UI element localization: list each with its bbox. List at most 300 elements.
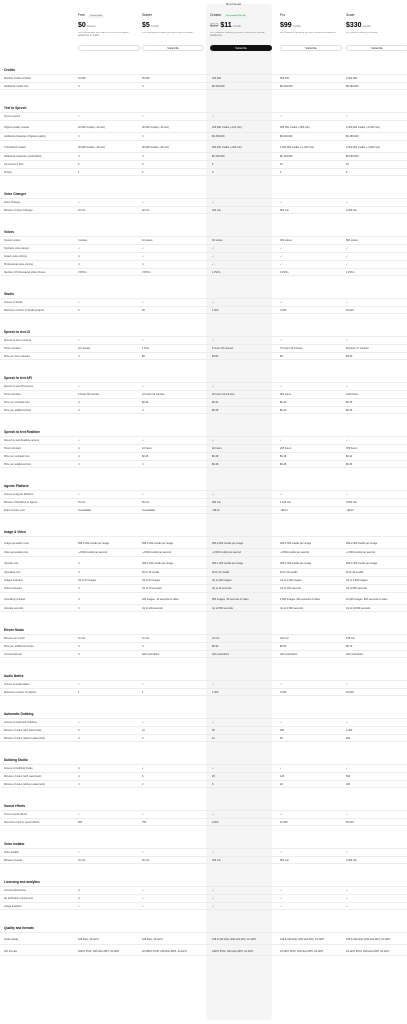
feature-value: 3 [78,308,80,312]
check-icon: ✓ [142,254,145,258]
check-icon: ✓ [78,850,81,854]
subscribe-button[interactable]: Subscribe [346,45,407,51]
cross-icon: ✕ [142,408,145,412]
feature-value: 128 kbps, 44.1kHz [142,937,163,941]
feature-value: $0.90 [212,644,219,648]
feature-label: Upscale cost [4,561,19,565]
feature-value: 100 min [212,858,221,862]
feature-value: 84 hours 17 minutes [346,346,369,350]
feature-label: Hours included [4,446,21,450]
feature-value: 200,000 credits (~200 min) [212,145,242,149]
feature-row [0,436,407,444]
feature-value: $0.30 [346,400,353,404]
check-icon: ✓ [212,896,215,900]
cross-icon: ✕ [78,652,81,656]
feature-value: $0.46 [346,462,353,466]
feature-row [0,576,407,584]
feature-value: 44.1kHz PCM, 192 kbps MP3, 44.1kHz [280,949,324,953]
cross-icon: ✕ [78,597,81,601]
check-icon: ✓ [78,338,81,342]
feature-value: 40 hours [212,446,222,450]
check-icon: ✓ [280,200,283,204]
feature-section [0,328,407,360]
feature-row [0,772,407,780]
feature-label: Turbo/Flash models [4,145,26,149]
check-icon: ✓ [280,384,283,388]
check-icon: ✓ [346,114,349,118]
feature-row [0,634,407,642]
feature-value: ~$0.12 [346,508,354,512]
feature-value: Up to 20 images [78,578,97,582]
feature-value: 250 [280,728,285,732]
feature-value: 22.05kHz PCM, 128 kbps MP3, 44.1kHz [142,949,187,953]
feature-value: $0.48 [280,454,287,458]
feature-value: Up to 1,000 images [280,578,302,582]
check-icon: ✓ [280,338,283,342]
feature-value: 30 min [142,208,150,212]
check-icon: ✓ [346,338,349,342]
check-icon: ✓ [280,682,283,686]
check-icon: ✓ [212,720,215,724]
feature-value: Up to 10,000 seconds [346,606,371,610]
feature-row [0,592,407,604]
feature-row [0,650,407,658]
feature-value: 15 [346,162,349,166]
feature-value: 250 [346,736,351,740]
check-icon: ✓ [280,904,283,908]
feature-value: 44.1kHz PCM, 192 kbps MP3, 44.1kHz [346,949,390,953]
feature-section [0,878,407,910]
check-icon: ✓ [280,262,283,266]
feature-value: 30,000 [142,76,150,80]
feature-value: 16kHz PCM, 128 kbps MP3, 44.1kHz [78,949,120,953]
feature-label: Access to Automatic Dubbing [4,720,37,724]
feature-value: ~$0.12 [280,508,288,512]
feature-value: 10 hours [142,446,152,450]
feature-value: Up to 200 seconds [280,586,301,590]
feature-value: 250-1,000 credits per image [346,561,378,565]
check-icon: ✓ [212,114,215,118]
feature-value: 24kHz PCM, 192 kbps MP3, 44.1kHz [212,949,254,953]
feature-value: 3 [142,736,144,740]
feature-section [0,428,407,468]
feature-row [0,818,407,826]
plan-name: Free [78,13,85,17]
check-icon: ✓ [212,384,215,388]
feature-label: Usage analytics [4,904,22,908]
cross-icon: ✕ [142,262,145,266]
check-icon: ✓ [346,492,349,496]
feature-label: Maximum number of projects [4,690,37,694]
section-title: Dubbing Studio [4,758,28,762]
feature-row [0,244,407,252]
feature-label: Minutes of Voice Changer [4,208,33,212]
feature-value: 10,000 images, 800 seconds of video [346,597,388,601]
cross-icon: ✕ [78,888,81,892]
plan-scale [346,14,407,51]
feature-value: 500 min [280,858,289,862]
plan-creator [210,14,272,51]
cross-icon: ✕ [78,606,81,610]
feature-row [0,160,407,168]
feature-value: Up to 60 images [142,578,161,582]
check-icon: ✓ [212,246,215,250]
feature-value: Up to 200 images [212,578,232,582]
check-icon: ✓ [212,300,215,304]
feature-value: 30,000 credits (~30 min) [142,125,170,129]
check-icon: ✓ [280,254,283,258]
cross-icon: ✕ [142,644,145,648]
price-period: /month [232,24,241,28]
check-icon: ✓ [346,896,349,900]
cross-icon: ✕ [78,570,81,574]
feature-label: Price per additional hour [4,408,32,412]
plan-name: Scale [346,13,355,17]
check-icon: ✓ [346,438,349,442]
plan-name: Starter [142,13,153,17]
price-amount: $99 [280,21,292,29]
feature-value: 60,000 credits (~60 min) [142,145,170,149]
feature-value: Unavailable [78,508,92,512]
feature-value: Up to 800 seconds [346,586,367,590]
feature-value: with restrictions [346,652,364,656]
feature-value: 12 [212,736,215,740]
feature-value: 10 min [78,208,86,212]
feature-value: 1,000 [212,308,219,312]
feature-value: 3 [212,170,214,174]
feature-value: 10 voices [142,238,153,242]
feature-value: 100 min [212,208,221,212]
check-icon: ✓ [346,200,349,204]
feature-value: Unavailable [142,508,156,512]
feature-section [0,66,407,90]
feature-label: Professional voice cloning [4,262,33,266]
feature-row [0,490,407,498]
feature-row [0,74,407,82]
feature-row [0,556,407,568]
feature-value: $0.90 [280,644,287,648]
feature-section [0,190,407,214]
feature-value: 160 voices [280,238,292,242]
section-title: Speech to text Realtime [4,430,40,434]
feature-label: Speech to text ui access [4,338,32,342]
check-icon: ✓ [212,766,215,770]
feature-value: $0.48 [280,462,287,466]
check-icon: ✓ [212,262,215,266]
check-icon: ✓ [280,438,283,442]
feature-label: Access to Agents Platform [4,492,34,496]
feature-value: 2 [78,162,80,166]
feature-label: Upscaling included [4,597,25,601]
check-icon: ✓ [142,850,145,854]
feature-value: ~$0.12 [212,508,220,512]
check-icon: ✓ [142,766,145,770]
feature-value: 12 minutes [78,346,91,350]
feature-label: Upscaling cost [4,570,21,574]
feature-value: $0.40 [280,400,287,404]
feature-value: 20,000 credits (~20 min) [78,145,106,149]
check-icon: ✓ [142,114,145,118]
feature-label: Speech to text API access [4,384,34,388]
feature-row [0,152,407,160]
feature-label: Minutes of video (with watermark) [4,774,42,778]
feature-value: with restrictions [280,652,298,656]
feature-value: 100 images, 10 seconds of video [142,597,179,601]
check-icon: ✓ [78,904,81,908]
feature-value: 128 & 192 kbps (192 with API), 44.1kHz [280,937,325,941]
subscribe-button[interactable]: Subscribe [210,45,272,51]
feature-value: 1,000 [346,728,353,732]
check-icon: ✓ [280,114,283,118]
feature-label: Extra minutes cost [4,508,25,512]
feature-row [0,932,407,944]
feature-row [0,132,407,140]
check-icon: ✓ [78,384,81,388]
feature-row [0,252,407,260]
check-icon: ✓ [78,300,81,304]
cross-icon: ✕ [78,774,81,778]
check-icon: ✓ [142,246,145,250]
plan-badge: First month 50% off [226,14,246,17]
feature-label: Monthly credits included [4,76,31,80]
feature-value: 3 voices [78,238,88,242]
plan-name: Creator [210,13,222,17]
feature-label: Minutes of audio [4,858,23,862]
feature-row [0,718,407,726]
feature-value: 165 min [346,636,355,640]
feature-value: $0.40 [280,408,287,412]
feature-label: Voice Isolator [4,850,20,854]
price-amount: $330 [346,21,362,29]
feature-value: 500,000 credits (~500 min) [280,125,310,129]
feature-label: Additional credits cost [4,84,29,88]
feature-label: Voice Changer [4,200,21,204]
feature-row [0,168,407,176]
feature-label: Minutes of video (without watermark) [4,736,45,740]
feature-value: $0.30/1000 [212,84,225,88]
feature-row [0,382,407,390]
feature-row [0,780,407,788]
feature-value: 5 [212,162,214,166]
feature-row [0,894,407,902]
feature-value: $0.18/1000 [346,84,359,88]
feature-row [0,460,407,468]
check-icon: ✓ [142,338,145,342]
subscribe-button[interactable]: Subscribe [280,45,342,51]
feature-label: Videos included [4,586,22,590]
feature-value: 37 hours 43 minutes [280,346,303,350]
feature-value: 786 hours [346,446,358,450]
feature-value: 30 min [142,858,150,862]
feature-value: $0.48 [212,408,219,412]
feature-row [0,886,407,894]
check-icon: ✓ [78,812,81,816]
feature-value: 3,600 min [346,500,357,504]
feature-label: Concurrency limit [4,162,24,166]
feature-row [0,112,407,120]
price-period: /month [362,24,371,28]
feature-label: Priority [4,170,12,174]
feature-value: 50 [280,736,283,740]
section-title: Agents Platform [4,484,29,488]
cross-icon: ✕ [142,84,145,88]
feature-value: Up to 2,500 seconds [280,606,303,610]
check-icon: ✓ [280,766,283,770]
feature-label: Upscale seconds [4,606,24,610]
section-title: Speech to text UI [4,330,30,334]
feature-value: 12 hours 30 minutes [142,392,165,396]
feature-value: 50 min [142,500,150,504]
section-title: Automatic Dubbing [4,712,34,716]
feature-value: From 20 credits [280,570,298,574]
feature-value: 8 [212,782,214,786]
check-icon: ✓ [346,254,349,258]
section-title: Sound effects [4,804,26,808]
feature-row [0,452,407,460]
feature-value: 128 & 192 kbps (192 with API), 44.1kHz [346,937,391,941]
subscribe-button[interactable]: Subscribe [142,45,204,51]
section-title: Speech to text API [4,376,32,380]
feature-value: $0.30/1000 [212,134,225,138]
check-icon: ✓ [142,888,145,892]
feature-label: Instant voice cloning [4,254,27,258]
feature-label: Access to Dubbing Studio [4,766,33,770]
check-icon: ✓ [142,438,145,442]
plan-pro [280,14,342,51]
feature-value: $0.48 [212,462,219,466]
feature-value: 4 [280,170,282,174]
plan-description: For individuals who want to try out the latest advances in audio. [78,31,129,37]
feature-value: 250-1,000 credits per image [280,561,312,565]
feature-row [0,856,407,864]
feature-label: Video generation cost [4,550,29,554]
price-amount: $11 [220,21,232,29]
check-icon: ✓ [142,492,145,496]
check-icon: ✓ [346,766,349,770]
feature-value: 11 min [78,636,86,640]
feature-label: Images included [4,578,23,582]
feature-value: 2,500 [212,820,219,824]
feature-label: Audio quality [4,937,19,941]
plan-price [78,22,140,30]
feature-value: $0.48 [212,454,219,458]
feature-row [0,734,407,742]
feature-label: Speech to text Realtime access [4,438,40,442]
feature-value: 100,000 credits (~100 min) [212,125,242,129]
check-icon: ✓ [346,888,349,892]
feature-value: 2 [142,782,144,786]
feature-row [0,140,407,152]
check-icon: ✓ [212,812,215,816]
feature-value: 20 [142,308,145,312]
feature-label: Text to sound effects [4,812,27,816]
check-icon: ✓ [346,682,349,686]
feature-value: ~2,500 credits per second [142,550,171,554]
feature-row [0,764,407,772]
feature-value: From 20 credits [142,570,160,574]
feature-value: 160 [346,782,351,786]
check-icon: ✓ [142,300,145,304]
plan-price [142,22,204,30]
feature-value: ~2,500 credits per second [78,550,107,554]
feature-value: 5 hours 33 minutes [212,346,234,350]
feature-label: Price per additional hour [4,462,32,466]
feature-row [0,306,407,314]
check-icon: ✓ [212,850,215,854]
plan-badge: Current plan [89,14,103,17]
check-icon: ✓ [346,904,349,908]
feature-value: 225 hours [280,446,292,450]
feature-value: 128 kbps, 44.1kHz [78,937,99,941]
feature-value: 2 [142,170,144,174]
check-icon: ✓ [280,720,283,724]
feature-row [0,298,407,306]
feature-value: 12,500 [280,820,288,824]
feature-value: 0 PVCs [78,270,87,274]
cross-icon: ✕ [78,766,81,770]
cross-icon: ✕ [78,408,81,412]
feature-section [0,228,407,276]
section-title: Audio Native [4,674,24,678]
feature-value: 10 min [78,858,86,862]
feature-label: Synthetic voice design [4,246,29,250]
feature-section [0,710,407,742]
feature-value: 3,000 [280,690,287,694]
check-icon: ✓ [212,492,215,496]
feature-value: 1,000,000 credits (~1,000 min) [280,145,314,149]
feature-value: 40 [280,782,283,786]
check-icon: ✓ [212,682,215,686]
feature-value: 62 hours 30 minutes [212,392,235,396]
feature-row [0,506,407,514]
cross-icon: ✕ [142,462,145,466]
feature-label: Minutes of Realtime AI Agents [4,500,38,504]
feature-value: 1,000 [212,690,219,694]
section-title: Studio [4,292,14,296]
feature-value: $0.40 [212,400,219,404]
plans-header [0,14,407,62]
feature-value: with restrictions [142,652,160,656]
feature-label: Number of Professional Voice Clones [4,270,46,274]
feature-row [0,944,407,956]
feature-row [0,726,407,734]
feature-value: $0.33 [346,408,353,412]
feature-value: ~2,500 credits per second [280,550,309,554]
feature-value: 3 [142,162,144,166]
feature-label: Price per included hour [4,454,30,458]
feature-value: 20,000 [346,308,354,312]
feature-value: From 20 credits [212,570,230,574]
plan-description: For teams creating at scale. [346,31,379,34]
feature-row [0,902,407,910]
cross-icon: ✕ [78,561,81,565]
feature-value: 128 & 192 kbps (192 with API), 44.1kHz [212,937,257,941]
feature-section [0,756,407,788]
feature-label: Minutes per month [4,636,25,640]
feature-value: 250-1,000 credits per image [142,561,174,565]
plan-description: For creators ramping up their content production. [280,31,337,34]
feature-row [0,848,407,856]
feature-row [0,390,407,398]
cross-icon: ✕ [78,736,81,740]
feature-value: $5 [142,354,145,358]
check-icon: ✓ [280,812,283,816]
cross-icon: ✕ [78,400,81,404]
feature-value: 125 [280,774,285,778]
section-title: Quality and formats [4,926,34,930]
feature-value: 12 [142,728,145,732]
feature-section [0,924,407,956]
